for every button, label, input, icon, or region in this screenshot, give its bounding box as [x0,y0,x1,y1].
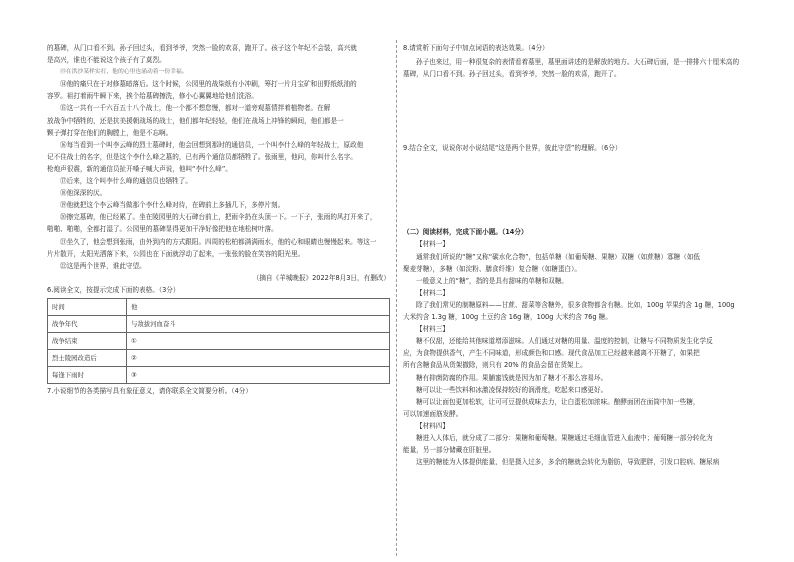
paragraph-18: ⑱他深深的厌。 [60,189,107,198]
paragraph-19: ⑲他就把这个李云峰当做那个李什么峰对待，在碑前上多插几下，多停片刻。 [60,201,285,210]
intro-tail-line: 的墓碑，从门口看不到。孙子回过头，看到爷爷，突然一脸的欢喜，跑开了。孩子这个年纪不会装，高兴就 [47,44,357,52]
table-answer-cell[interactable]: ③ [127,366,390,383]
question-8-prompt: 8.请赏析下面句子中加点词语的表达效果。（4分） [403,44,549,52]
material-3-title: 【材料三】 [416,325,449,334]
table-header-cell: 时间 [48,298,127,315]
paragraph-16-cont: 枪炮声很震，新的通信员扯开嗓子喊大声说，他叫“李什么峰”。 [47,164,232,173]
paragraph-14: ⑭他的痛只在于对修墓暗落后。这个时候，公园里的战柒纸有小冲刷，筹打一片月宝矿和田野纸纸油的 [60,80,357,89]
table-row [48,332,390,349]
material-1-text: 通常我们所说的“糖”又称“碳水化合物”，包括单糖（如葡萄糖、果糖）双糖（如蔗糖）寡糖（如低 [416,252,701,261]
question-6-prompt: 6.阅读全文，按提示完成下面的表格。（3分） [47,285,180,294]
table-answer-cell[interactable]: ② [127,349,390,366]
answer-table [47,298,390,384]
material-3-text: 糖不仅甜，还能给其他味道增添滋味。人们通过对糖的用量、温度的控制，让糖与不同物质发生化学反 [416,337,713,346]
material-3-text-cont: 可以加速面筋发酵。 [403,409,463,418]
answer-space-q9[interactable] [403,154,746,226]
material-1-text-cont: 聚麦芽糖），多糖（如淀粉、膳食纤维）复合糖（如糖蛋白）。 [403,264,582,273]
table-header-cell: 每逢下雨时 [48,366,127,383]
left-column [47,42,390,397]
paragraph-21: ㉑坐久了，他会想到张雨，由外到内的方式跟阳。四周的松柏都满满雨水，他的心和眼睛也慢慢起来。等这一 [60,237,377,246]
material-4-text-cont: 能量，另一部分储藏在肝脏里。 [403,446,496,455]
question-7-prompt: 7.小说细节的各类描写具有象征意义，请你联系全文简要分析。（4分） [47,386,252,395]
material-3-text-cont: 应，为食物提供香气，产生不同味道，形成颜色和口感。现代食品加工已经越来越离不开糖了，如果把 [403,349,700,358]
paragraph-20: ⑳擦完墓碑，他已经累了。坐在陵园里的大石碑台前上，把雨伞扔在头顶一下。一下子，张雨的风打开来了， [60,213,377,222]
paragraph-15: ⑮这一共有一千六百五十八个战士，他一个都不想怠慢，都对一道旁观墓情拌着植物者。在解 [60,104,331,113]
question-9-prompt: 9.结合全文，说说你对小说结尾“这是两个世界，彼此守望”的理解。（6分） [403,144,622,153]
table-row [48,349,390,366]
paragraph-16-cont: 记不住战士的名字，但是这个李什么峰之墓的，已有两个通信员都牺牲了。张雨里，他问，你叫什么名字。 [47,152,357,161]
material-2-title: 【材料二】 [416,288,449,297]
question-8-text: 孙子也来过，用一种很复杂的表情看着墓里，墓里面讲述的是解放的地方。大石碑后面，是一排排六十厘米高的 [416,58,740,67]
inline-note: ⑬在洪沙某样实打，他的心里也涌动着一份幸福。 [60,69,188,76]
source-citation: （摘自《羊城晚报》2022年8月3日，有删改） [252,273,390,282]
question-8-text-cont: 墓碑，从门口看不到。孙子回过头，看到爷爷，突然一脸的欢喜，跑开了。 [403,70,621,79]
paragraph-17: ⑰后来，这个叫李什么峰的通信员也牺牲了。 [60,177,192,186]
paragraph-14-cont: 容罗。祖打着雨牛瞬下来，挨个给墓碑擦洗，修小心翼翼地给他们洗浴。 [47,92,258,101]
intro-tail-line: 是高兴，谁也不能说这个孩子有了莫烈。 [47,56,166,65]
material-4-title: 【材料四】 [416,421,449,430]
material-3-text: 糖有抑菌防腐的作用。果脯蜜饯就是因为加了糖才不那么容易坏。 [416,373,608,382]
table-row [48,366,390,383]
material-3-text: 糖可以让一些饮料和冰激凌保持较好的润滑度，吃起来口感更好。 [416,385,608,394]
material-1-title: 【材料一】 [416,240,449,249]
section-title: （二）阅读材料，完成下面小题。（14分） [403,228,528,237]
paragraph-22: ㉒这是两个世界，谁此守望。 [60,261,146,270]
table-header-cell: 战争结束 [48,332,127,349]
table-answer-cell[interactable]: ① [127,332,390,349]
material-3-text-cont: 所有含糖食品从货架撤除，则只有 20% 的食品会留在货架上。 [403,361,587,370]
material-2-text: 除了我们常见的制糖原料——甘蔗、甜菜等含糖外，很多食物都含有糖。比如，100g 苹果约含 1g 糖，100g [416,300,735,309]
material-2-text-cont: 大米约含 1.3g 糖，100g 土豆约含 16g 糖，100g 大米约含 76g 糖。 [403,313,612,322]
table-row [48,298,390,315]
table-cell: 他 [127,298,390,315]
material-1-text: 一般意义上的“糖”，指的是具有甜味的单糖和双糖。 [416,276,568,285]
material-4-text: 这里的糖能为人体提供能量，但是摄入过多，多余的糖就会转化为脂肪，导致肥胖，引发口腔病、糖尿病 [416,458,720,467]
paragraph-16: ⑯每当看到一个叫李云峰的烈士墓碑时，他会回想到那时的通信员，一个叫李什么峰的年轻战士，原政他 [60,140,364,149]
answer-space-q8[interactable] [403,80,746,142]
material-3-text: 糖可以让面包更加松软，让可可豆提供成味去力，让白蛋松加浓味。酿酵面团在面筒中加一些糖， [416,397,700,406]
paragraph-20-cont: 啪啪、啪啪，全都打湿了。公园里的墓碑显得更加干净好像把他在地松树叶落。 [47,225,278,234]
paragraph-15-cont: 颗子弹打穿在他们的胸膛上，他是不忘啊。 [47,128,173,137]
table-row [48,315,390,332]
table-header-cell: 战争年代 [48,315,127,332]
paragraph-15-cont: 放战争中牺牲的，还是抗美援朝战场的战士，他们都年纪轻轻，他们在战场上冲锋的瞬间，他们都是一 [47,116,344,125]
material-4-text: 糖进入人体后，就分成了二部分：果糖和葡萄糖。果糖通过毛细血管进入血液中；葡萄糖一部分转化为 [416,433,713,442]
table-header-cell: 烈士陵园改造后 [48,349,127,366]
column-divider [396,40,397,556]
right-column [403,42,746,468]
paragraph-21-cont: 片片散开，太阳光洒落下来，公园也在下面就浮动了起来，一张张的脸在笑容的阳光里。 [47,249,305,258]
table-cell: 与敌拔河血奋斗 [127,315,390,332]
